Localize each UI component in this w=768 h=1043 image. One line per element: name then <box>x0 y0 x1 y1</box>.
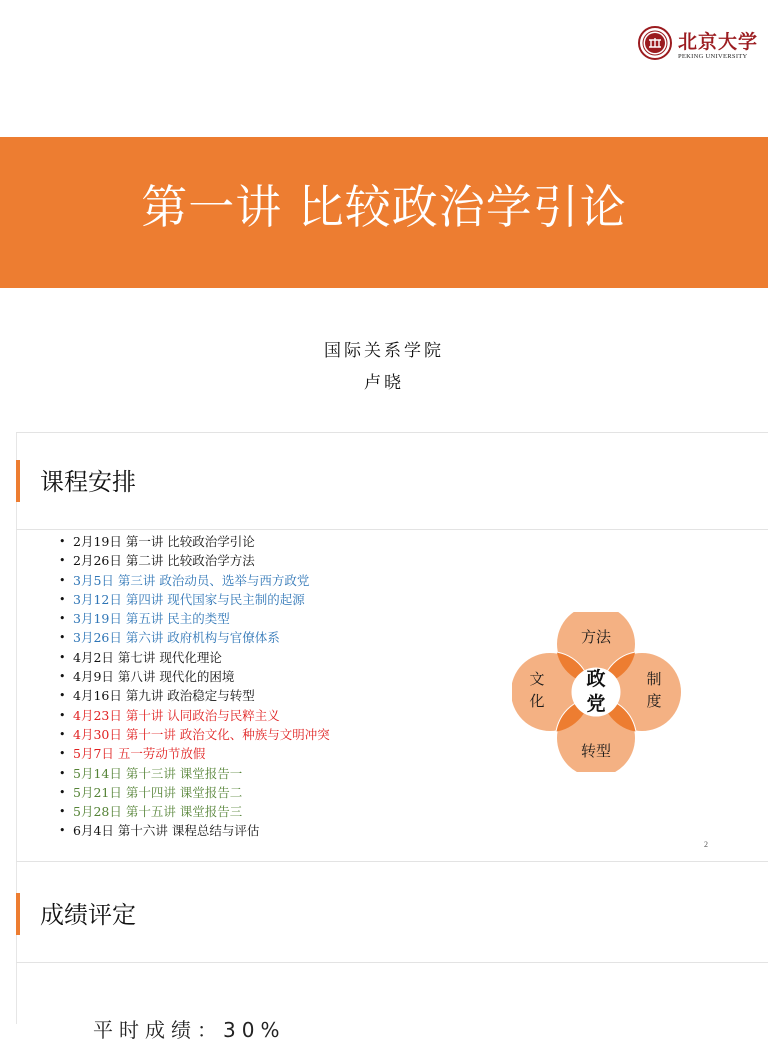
schedule-item-text: 6月4日 第十六讲 课程总结与评估 <box>73 823 260 839</box>
petal-label-top: 方法 <box>580 628 611 646</box>
bullet-icon: • <box>59 631 66 645</box>
bullet-icon: • <box>59 766 66 780</box>
schedule-item <box>58 551 330 570</box>
schedule-item-text: 4月16日 第九讲 政治稳定与转型 <box>73 688 255 704</box>
bullet-icon: • <box>59 535 66 548</box>
schedule-item-text: 4月9日 第八讲 现代化的困境 <box>73 669 235 685</box>
schedule-item <box>58 706 330 725</box>
page-number: 2 <box>704 840 708 849</box>
schedule-item <box>58 744 330 763</box>
schedule-item <box>58 802 330 821</box>
grading-first-item: 平时成绩：30% <box>93 1018 286 1042</box>
slide-title: 第一讲 比较政治学引论 <box>141 180 627 234</box>
grading-heading: 成绩评定 <box>40 901 136 929</box>
subtitle-lecturer: 卢晓 <box>364 373 404 393</box>
schedule-item <box>58 590 330 609</box>
petal-label-bottom: 转型 <box>580 742 611 760</box>
schedule-item-text: 5月21日 第十四讲 课堂报告二 <box>73 784 243 800</box>
bullet-icon: • <box>59 785 66 799</box>
schedule-item-text: 3月26日 第六讲 政府机构与官僚体系 <box>73 630 280 646</box>
schedule-item <box>58 628 330 647</box>
bullet-icon: • <box>59 573 66 587</box>
header-divider <box>16 962 768 963</box>
petal-label-left: 文化 <box>529 670 545 710</box>
schedule-item <box>58 821 330 840</box>
university-logo <box>638 24 762 64</box>
bullet-icon: • <box>59 670 66 684</box>
schedule-item <box>58 686 330 705</box>
peking-university-seal-icon <box>638 26 672 60</box>
schedule-item <box>58 609 330 628</box>
schedule-item <box>58 571 330 590</box>
header-divider <box>16 529 768 530</box>
schedule-item <box>58 764 330 783</box>
schedule-item <box>58 648 330 667</box>
subtitle-school: 国际关系学院 <box>324 341 444 361</box>
schedule-item-text: 3月12日 第四讲 现代国家与民主制的起源 <box>73 591 305 607</box>
schedule-item-text: 4月23日 第十讲 认同政治与民粹主义 <box>73 707 280 723</box>
bullet-icon: • <box>59 612 66 626</box>
schedule-heading: 课程安排 <box>40 468 136 496</box>
schedule-item <box>58 667 330 686</box>
schedule-item <box>58 532 330 551</box>
bullet-icon: • <box>59 650 66 664</box>
bullet-icon: • <box>59 689 66 703</box>
section-accent-bar <box>16 460 20 502</box>
bullet-icon: • <box>59 727 66 741</box>
schedule-item-text: 4月2日 第七讲 现代化理论 <box>73 649 222 665</box>
schedule-item <box>58 725 330 744</box>
bullet-icon: • <box>59 805 66 819</box>
schedule-item-text: 5月14日 第十三讲 课堂报告一 <box>73 765 243 781</box>
schedule-item-text: 3月19日 第五讲 民主的类型 <box>73 611 230 627</box>
section-accent-bar <box>16 893 20 935</box>
schedule-item <box>58 783 330 802</box>
logo-name-en: PEKING UNIVERSITY <box>678 53 748 60</box>
schedule-item-text: 5月7日 五一劳动节放假 <box>73 746 206 762</box>
schedule-item-text: 3月5日 第三讲 政治动员、选举与西方政党 <box>73 572 310 588</box>
bullet-icon: • <box>59 824 66 838</box>
schedule-item-text: 2月26日 第二讲 比较政治学方法 <box>73 553 255 569</box>
schedule-item-text: 4月30日 第十一讲 政治文化、种族与文明冲突 <box>73 726 330 742</box>
slide-divider <box>16 432 768 433</box>
logo-name-cn: 北京大学 <box>678 31 759 53</box>
bullet-icon: • <box>59 708 66 722</box>
schedule-item-text: 2月19日 第一讲 比较政治学引论 <box>73 534 255 549</box>
schedule-item-text: 5月28日 第十五讲 课堂报告三 <box>73 804 243 820</box>
petal-label-right: 制度 <box>646 670 662 710</box>
center-label: 政党 <box>586 668 606 715</box>
schedule-list <box>58 532 330 841</box>
bullet-icon: • <box>59 554 66 568</box>
title-slide <box>0 0 768 432</box>
bullet-icon: • <box>59 592 66 606</box>
five-petal-diagram <box>512 612 682 772</box>
bullet-icon: • <box>59 747 66 761</box>
grading-slide <box>16 862 768 1024</box>
